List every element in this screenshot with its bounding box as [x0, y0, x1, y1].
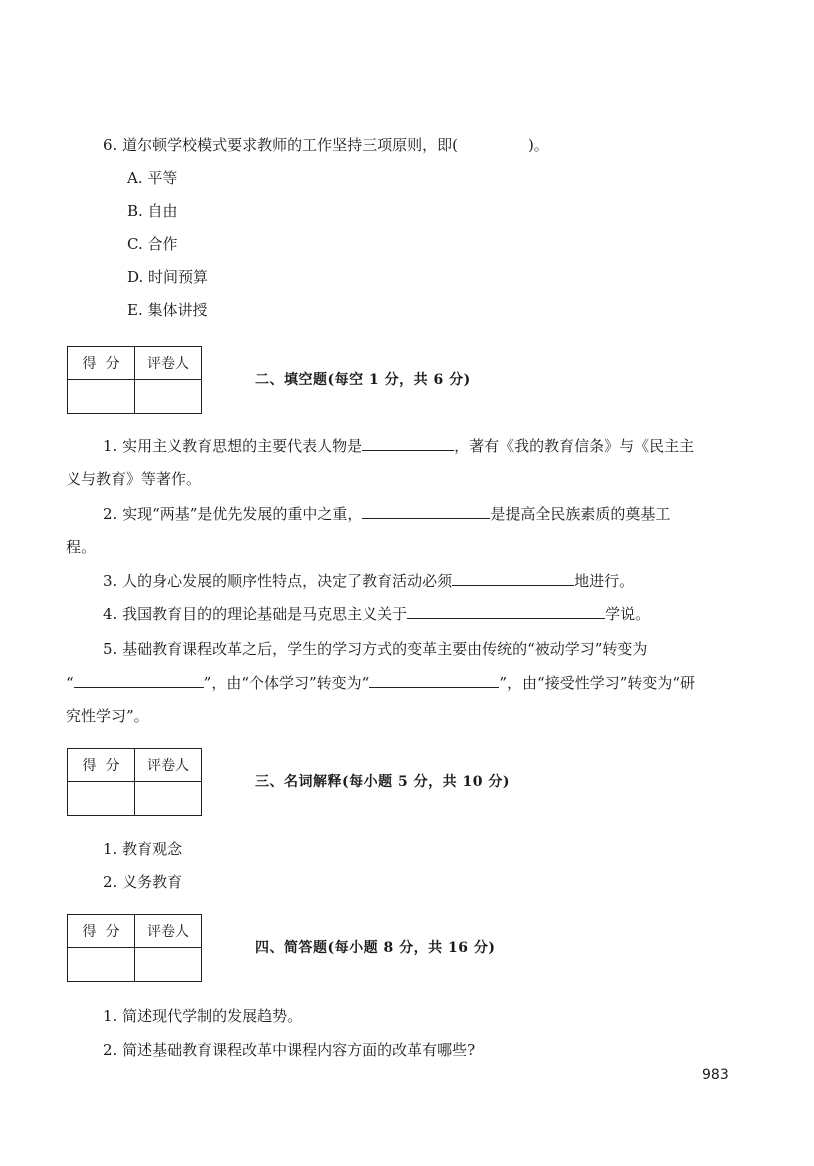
- s4-item-1: 1. 简述现代学制的发展趋势。: [103, 1007, 303, 1025]
- score-cell: [68, 380, 135, 414]
- s2-q2-line1: [103, 504, 670, 524]
- s2-q2-line2: 程。: [66, 538, 97, 556]
- page-number: 983: [702, 1067, 729, 1083]
- q6-stem: [103, 135, 549, 155]
- s2-q5-line1: 5. 基础教育课程改革之后，学生的学习方式的变革主要由传统的“被动学习”转变为: [103, 640, 648, 658]
- score-cell: [68, 782, 135, 816]
- s2-q1-line2: 义与教育》等著作。: [66, 470, 202, 488]
- s2-q5-text-mid: ”，由“个体学习”转变为“: [203, 674, 370, 692]
- q6-stem-end: )。: [527, 136, 549, 154]
- s2-q5-open-quote: “: [66, 674, 74, 692]
- score-label: 得 分: [68, 347, 135, 380]
- s2-q5-line3: 究性学习”。: [66, 707, 149, 725]
- grader-cell: [135, 380, 202, 414]
- s2-q1-text-a: 1. 实用主义教育思想的主要代表人物是: [103, 437, 363, 455]
- section2-heading: 二、填空题(每空 1 分，共 6 分): [255, 372, 471, 388]
- s2-q5-blank-1: [74, 673, 204, 688]
- q6-option-b: B. 自由: [127, 202, 178, 220]
- s3-item-1: 1. 教育观念: [103, 840, 183, 858]
- s2-q3-text-b: 地进行。: [574, 572, 635, 590]
- score-cell: [68, 948, 135, 982]
- section4-heading: 四、简答题(每小题 8 分，共 16 分): [255, 940, 496, 956]
- section3-heading: 三、名词解释(每小题 5 分，共 10 分): [255, 774, 510, 790]
- score-label: 得 分: [68, 915, 135, 948]
- s2-q2-text-a: 2. 实现“两基”是优先发展的重中之重，: [103, 505, 363, 523]
- s2-q1-text-b: ，著有《我的教育信条》与《民主主: [454, 437, 695, 455]
- q6-option-e: E. 集体讲授: [127, 301, 208, 319]
- grader-label: 评卷人: [135, 915, 202, 948]
- s2-q3-line: [103, 571, 634, 591]
- s2-q2-blank: [362, 504, 490, 519]
- s2-q1-blank: [362, 436, 454, 451]
- s2-q4-blank: [407, 604, 605, 619]
- score-box-section3: [67, 748, 202, 816]
- score-label: 得 分: [68, 749, 135, 782]
- grader-label: 评卷人: [135, 347, 202, 380]
- s2-q5-text-end: ”，由“接受性学习”转变为“研: [499, 674, 696, 692]
- s2-q5-blank-2: [369, 673, 499, 688]
- s2-q4-line: [103, 604, 650, 624]
- q6-stem-text: 6. 道尔顿学校模式要求教师的工作坚持三项原则，即(: [103, 136, 458, 154]
- s4-item-2: 2. 简述基础教育课程改革中课程内容方面的改革有哪些?: [103, 1041, 476, 1059]
- s2-q5-line2: [66, 673, 695, 693]
- s2-q2-text-b: 是提高全民族素质的奠基工: [490, 505, 671, 523]
- score-box-section4: [67, 914, 202, 982]
- s2-q3-blank: [452, 571, 574, 586]
- q6-option-c: C. 合作: [127, 235, 178, 253]
- q6-option-d: D. 时间预算: [127, 268, 209, 286]
- grader-cell: [135, 782, 202, 816]
- q6-option-a: A. 平等: [127, 169, 178, 187]
- s2-q4-text-b: 学说。: [605, 605, 651, 623]
- s2-q4-text-a: 4. 我国教育目的的理论基础是马克思主义关于: [103, 605, 408, 623]
- s2-q1-line1: [103, 436, 694, 456]
- s2-q3-text-a: 3. 人的身心发展的顺序性特点，决定了教育活动必须: [103, 572, 453, 590]
- score-box-section2: [67, 346, 202, 414]
- grader-cell: [135, 948, 202, 982]
- grader-label: 评卷人: [135, 749, 202, 782]
- s3-item-2: 2. 义务教育: [103, 873, 183, 891]
